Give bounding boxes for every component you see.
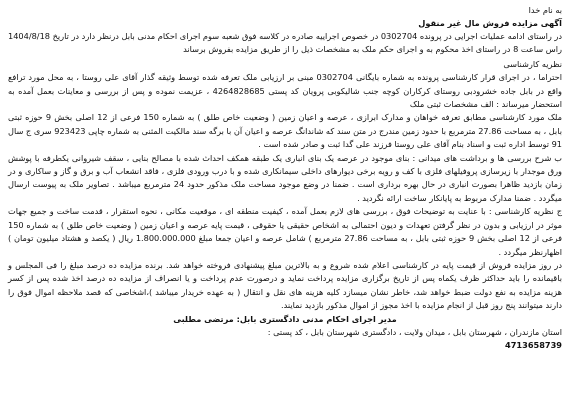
bismillah-line: به نام خدا (528, 5, 562, 15)
field-inspection-paragraph: ب شرح بررسی ها و برداشت های میدانی : بنای موجود در عرصه یک بنای انباری یک طبقه همکف احداث شده با مصالح بنایی ، سقف شیروانی یکطرفه با پوشش ورق موجدار با زیرسازی پروفیلهای فلزی با کف و رویه برخی دیوارهای داخلی سیمانکاری شده و با درب ورودی فلزی ، فاقد انشعاب آب و برق و گاز و ساکاری و در زمان بازدید ظاهرا بصورت انباری در حال بهره برداری است . ضمنا در وضع موجود مساحت ملک مذکور حدود 24 مترمربع میباشد . تصاویر ملک به پیوست ارسال میگردد . ضمنا مدارک مربوط به پایانکار ساخت ارائه نگردید . (8, 152, 562, 203)
expert-opinion-heading: نظریه کارشناسی (503, 58, 562, 69)
auction-terms-paragraph: در روز مزایده فروش از قیمت پایه در کارشناسی اعلام شده شروع و به بالاترین مبلغ پیشنهادی فروخته خواهد شد. برنده مزایده ده درصد مبلغ را فی المجلس و باقیمانده را باید حداکثر ظرف یکماه پس از تاریخ برگزاری مزایده پرداخت نماید و درصورت عدم پرداخت و یا انصراف از مزایده ده درصد اخذ شده پس از کسر هزینه مزایده به نفع دولت ضبط خواهد شد، خاطر نشان میسازد کلیه هزینه های نقل و انتقال ( به عهده خریدار میباشد )،اشخاصی که قصد ملاحظه اموال فوق را دارند میتوانند پنج روز قبل از انجام مزایده با اخذ مجوز از اموال مذکور بازدید نمایند. (8, 259, 562, 311)
notice-title: آگهی مزایده فروش مال غیر منقول (418, 18, 562, 28)
expert-intro-paragraph: احتراما ، در اجرای قرار کارشناسی پرونده به شماره بایگانی 0302704 مبنی بر ارزیابی ملک تعرفه شده توسط وثیقه گذار آقای علی روستا ، به محل مورد ترافع واقع در بابل جاده خشرودبی روستای کرکاران کوچه جنب شالیکوبی پرویان کد پستی 4264828685 ، عزیمت نموده و پس از بررسی و معاینات بعمل آمده به استحضار میرساند : الف مشخصات ثبتی ملک (8, 72, 563, 110)
postcode-value: 4713658739 (505, 340, 562, 351)
intro-paragraph: در راستای ادامه عملیات اجرایی در پرونده 0302704 در خصوص اجراییه صادره در کلاسه فوق شعبه سوم اجرای احکام مدنی بابل درنظر دارد در تاریخ 1404/8/18 راس ساعت 8 در راستای اخذ محکوم به و اجرای حکم ملک به مشخصات ذیل را از طریق مزایده بفروش برساند (8, 31, 563, 55)
office-address: استان مازندران ، شهرستان بابل ، میدان ولایت ، دادگستری شهرستان بابل ، کد پستی : (267, 326, 562, 337)
registration-paragraph: ملک مورد کارشناسی مطابق تعرفه خواهان و مدارک ابرازی ، عرصه و اعیان زمین ( وضعیت خاص طلق ) به شماره 150 فرعی از 12 اصلی بخش 9 حوزه ثبتی بابل ، به مساحت 27.86 مترمربع با حدود زمین مندرج در متن سند که شاندانگ عرصه و اعیان آن با برگه سند مالکیت المثنی به شماره چاپی 923423 سری ج سال 91 توسط اداره ثبت و اسناد بنام آقای علی روستا فرزند علی گدا ثبت و صادر شده است . (8, 112, 562, 150)
office-manager-line: مدیر اجرای احکام مدنی دادگستری بابل: مرتضی مطلبی (173, 313, 397, 324)
valuation-paragraph: ج نظریه کارشناسی : با عنایت به توضیحات فوق ، بررسی های لازم بعمل آمده ، کیفیت منطقه ای ، موقعیت مکانی ، نحوه استقرار ، قدمت ساخت و جمیع جهات موثر در ارزیابی و بدون در نظر گرفتن تعهدات و دیون احتمالی به اشخاص حقیقی یا حقوقی ، قیمت پایه عرصه و اعیان زمین ( وضعیت خاص طلق ) به شماره 150 فرعی از 12 اصلی بخش 9 حوزه ثبتی بابل ، به مساحت 27.86 مترمربع ) شامل عرصه و اعیان جمعا مبلغ 1.800.000.000 ریال ( یکصد و هشتاد میلیون تومان ) اظهارنظر میگردد . (8, 206, 563, 257)
